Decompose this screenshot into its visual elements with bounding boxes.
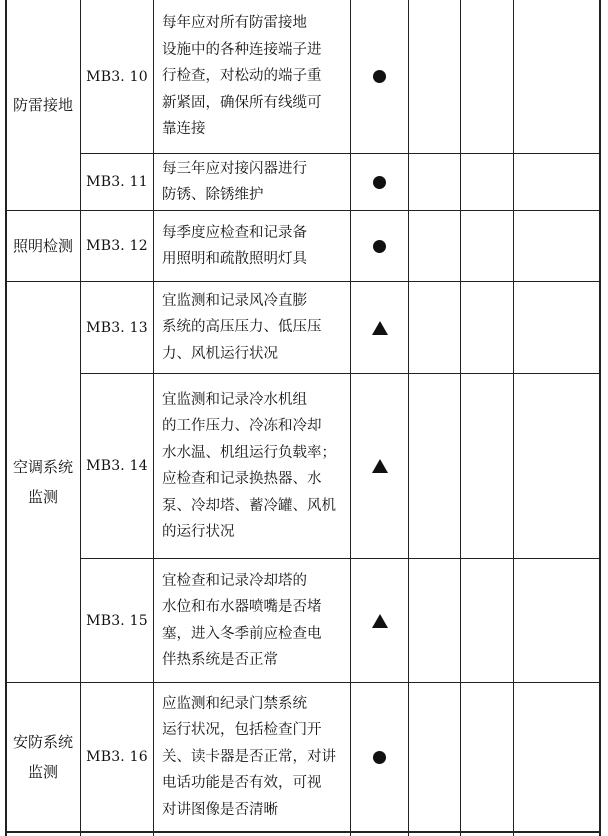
- item-description: 宜监测和记录冷水机组 的工作压力、冷冻和冷却 水水温、机组运行负载率； 应检查和记录换热器、水 泵、冷却塔、蓄冷罐、风机 的运行状况: [162, 391, 336, 540]
- item-code: MB3. 13: [86, 319, 148, 336]
- category-lighting-inspection: [6, 211, 80, 281]
- table-border-right: [599, 0, 601, 836]
- category-label: 安防系统 监测: [12, 733, 73, 781]
- column-divider: [513, 0, 514, 836]
- table-border-bottom: [5, 831, 600, 833]
- level-mark-cell: [351, 282, 408, 373]
- category-label: 空调系统 监测: [12, 458, 73, 506]
- filled-circle-icon: [373, 240, 386, 253]
- item-code: MB3. 10: [86, 68, 148, 85]
- category-security-monitoring: [6, 683, 80, 831]
- item-description: 宜监测和记录风冷直膨 系统的高压压力、低压压 力、风机运行状况: [162, 292, 322, 362]
- item-description: 宜检查和记录冷却塔的 水位和布水器喷嘴是否堵 塞，进入冬季前应检查电 伴热系统是否正常: [162, 572, 322, 668]
- level-mark-cell: [351, 683, 408, 831]
- category-lightning-grounding: [6, 0, 80, 210]
- level-mark-cell: [351, 0, 408, 153]
- category-hvac-monitoring: [6, 282, 80, 682]
- filled-triangle-icon: [372, 614, 388, 628]
- column-divider: [460, 0, 461, 836]
- filled-triangle-icon: [372, 321, 388, 335]
- item-code: MB3. 14: [86, 458, 148, 474]
- level-mark-cell: [351, 559, 408, 682]
- item-description: 每三年应对接闪器进行 防锈、除锈维护: [162, 160, 307, 203]
- item-code: MB3. 15: [86, 612, 148, 629]
- item-description: 应监测和纪录门禁系统 运行状况，包括检查门开 关、读卡器是否正常，对讲 电话功能是否有效，可视 对讲图像是否清晰: [162, 695, 336, 818]
- column-divider: [408, 0, 409, 836]
- filled-circle-icon: [373, 751, 386, 764]
- level-mark-cell: [351, 211, 408, 281]
- filled-circle-icon: [373, 70, 386, 83]
- level-mark-cell: [351, 374, 408, 558]
- category-label: 防雷接地: [12, 96, 73, 114]
- item-code: MB3. 11: [86, 174, 148, 190]
- item-code: MB3. 16: [86, 749, 148, 765]
- filled-triangle-icon: [372, 459, 388, 473]
- item-description: 每季度应检查和记录备 用照明和疏散照明灯具: [162, 224, 307, 267]
- category-label: 照明检测: [12, 237, 73, 255]
- item-code: MB3. 12: [86, 238, 148, 254]
- level-mark-cell: [351, 154, 408, 210]
- item-description: 每年应对所有防雷接地 设施中的各种连接端子进 行检查，对松动的端子重 新紧固，确保所有线缆可 靠连接: [162, 15, 322, 138]
- filled-circle-icon: [373, 176, 386, 189]
